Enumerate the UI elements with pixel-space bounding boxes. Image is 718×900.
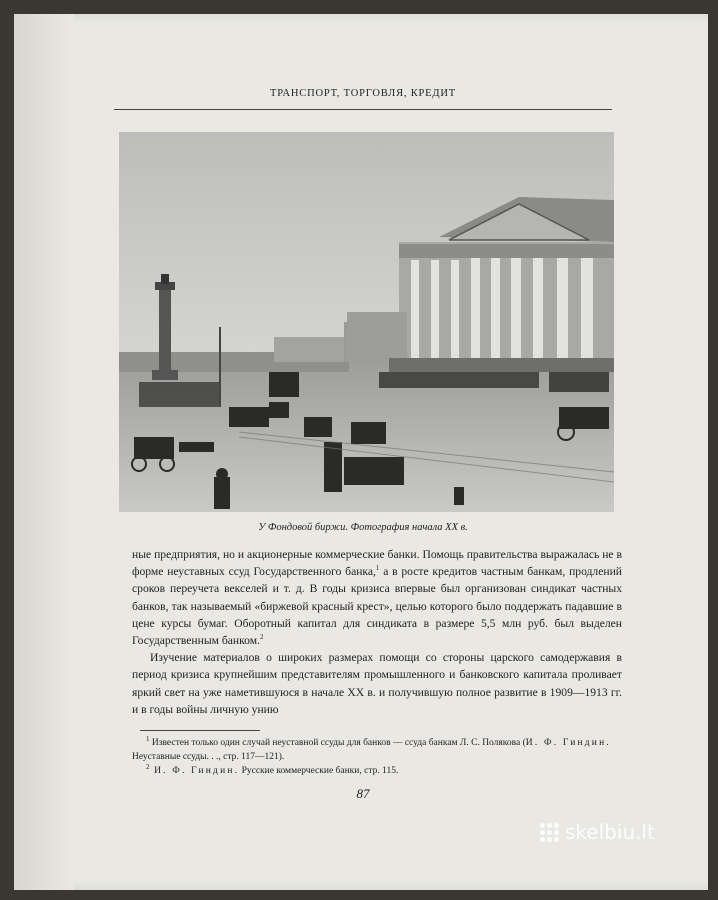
footnote-ref-1[interactable]: 1 xyxy=(375,564,380,573)
paragraph-1: ные предприятия, но и акционерные коммерческие банки. Помощь правительства выражалась не в форме неуставных ссуд Государственного банка,$^1$ а в росте кредитов частным банкам, продлений сроков переучета векселей и т. д. В годы кризиса впервые был организован синдикат частных банков, так называемый «биржевой красный крест», целью которого было поддержать падавшие в цене курсы бумаг. Оборотный капитал для синдиката в размере 5,5 млн руб. был выделен Государственным банком.$^2$ xyxy=(132,548,622,648)
stock-exchange-photo-illustration xyxy=(119,132,614,512)
paragraph-2: Изучение материалов о широких размерах помощи со стороны царского самодержавия в период кризиса крупнейшим представителям промышленного и банковского капитала проливает яркий свет на уже наметившуюся в начале XX в. и получившую полное развитие в 1909—1913 гг. и в годы войны личную унию xyxy=(132,651,622,716)
footnote-2: $^2$ И. Ф. Гиндин. Русские коммерческие банки, стр. 115. xyxy=(146,762,399,776)
footnote-author: И. Ф. Гиндин. xyxy=(525,738,611,748)
page-number: 87 xyxy=(356,786,370,801)
footnote-author: И. Ф. Гиндин. xyxy=(149,766,240,776)
book-page xyxy=(14,14,708,890)
running-header: ТРАНСПОРТ, ТОРГОВЛЯ, КРЕДИТ xyxy=(270,88,456,99)
watermark-logo-icon xyxy=(540,823,559,842)
footnote-ref-2[interactable]: 2 xyxy=(259,633,264,642)
header-rule xyxy=(114,109,612,110)
figure-caption: У Фондовой биржи. Фотография начала XX в. xyxy=(258,522,468,533)
site-watermark: skelbiu.lt xyxy=(540,820,655,844)
body-text xyxy=(132,546,622,718)
page-gutter-shadow xyxy=(14,14,74,890)
footnote-1: $^1$ Известен только один случай неуставной ссуды для банков — ссуда банкам Л. С. Полякова (И. Ф. Гиндин. Неуставные ссуды. . ., стр. 117—121). xyxy=(132,734,611,762)
historical-photograph xyxy=(119,132,614,512)
footnotes xyxy=(132,736,622,778)
footnote-rule xyxy=(140,730,260,731)
